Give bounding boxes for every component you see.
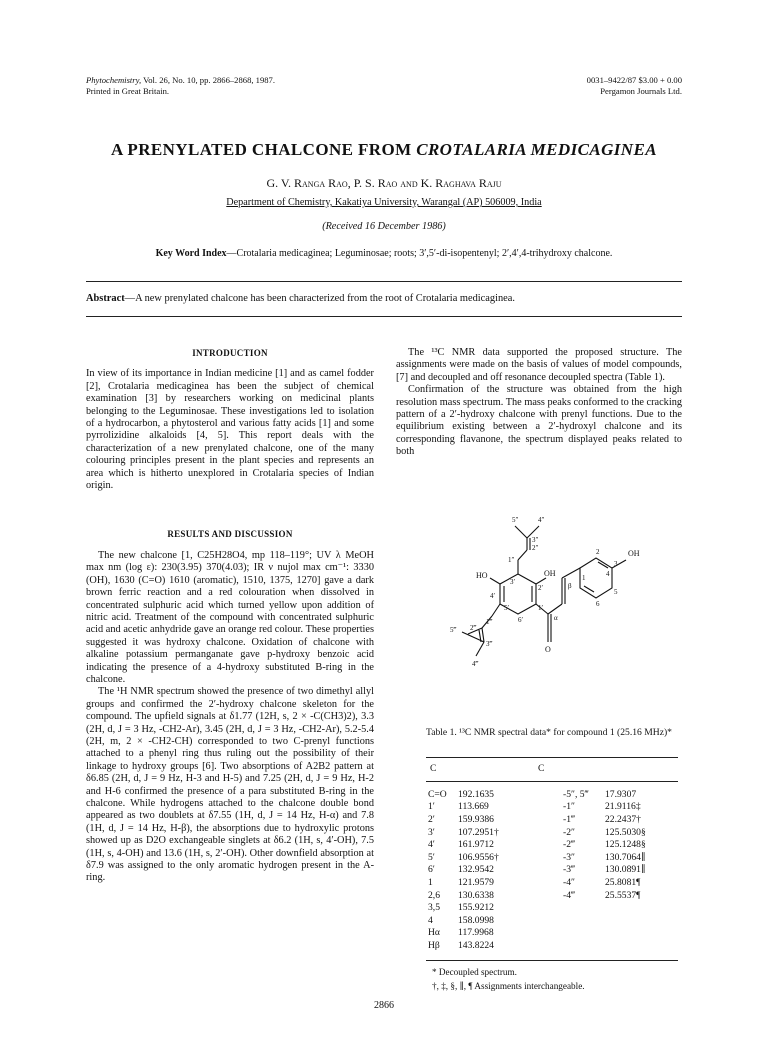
page-number: 2866 xyxy=(374,1000,394,1011)
shift-value: 25.5537¶ xyxy=(605,889,641,901)
right-column xyxy=(396,347,682,459)
label-6p: 6′ xyxy=(518,616,524,624)
price-header xyxy=(587,75,682,97)
shift-value: 130.6338 xyxy=(458,889,494,901)
shift-value: 125.5030§ xyxy=(605,826,646,838)
table-row xyxy=(428,826,528,839)
carbon-label: C=O xyxy=(428,788,447,800)
table-row xyxy=(428,864,528,877)
right-paragraph-1: The ¹³C NMR data supported the proposed structure. The assignments were made on the basis of values of model compounds, [7] and decoupled and off resonance decoupled spectra (Table 1). xyxy=(396,347,682,383)
table-caption-text: Table 1. ¹³C NMR spectral data* for compound 1 (25.16 MHz)* xyxy=(426,727,672,738)
carbon-label: 2,6 xyxy=(428,889,440,901)
label-3pp: 3″ xyxy=(532,536,539,544)
shift-value: 117.9968 xyxy=(458,927,494,939)
label-beta: β xyxy=(568,582,572,590)
carbon-label: -2‴ xyxy=(563,839,575,851)
label-carbonyl-o: O xyxy=(545,645,551,654)
shift-value: 106.9556† xyxy=(458,851,499,863)
keywords xyxy=(86,248,682,259)
shift-value: 25.8081¶ xyxy=(605,876,641,888)
results-paragraph-2: The ¹H NMR spectrum showed the presence of two dimethyl allyl groups and confirmed the 2′-hydroxy chalcone skeleton for the compound. The upfield signals at δ1.77 (12H, s, 2 × -C(CH3)2), 3.3 (2H, d, J = 3 Hz, -CH2-Ar), 3.45 (2H, d, J = 3 Hz, -CH2-Ar), 5.2-5.4 (2H, m, 2 × -CH2-CH) corresponded to two C-prenyl functions attached to a phenyl ring thus ruling out the possibility of their linkage to hydroxy groups [6]. Two absorptions of A2B2 pattern at δ6.85 (2H, d, J = 9 Hz, H-3 and H-5) and 7.25 (2H, d, J = 9 Hz, H-2 and H-6 confirmed the presence of a para substituted B-ring in the chalcone. While hydrogens attached to the chalcone double bond appeared as two doublets at δ7.55 (1H, d, J = 14 Hz, H-α) and 7.8 (1H, d, J = 14 Hz, H-β), the absorptions due to hydroxylic protons showed up as D2O exchangeable singlets at δ6.2 (1H, s, 4′-OH), 7.5 (1H, s, 4-OH) and 13.6 (1H, s, 2′-OH). Other downfield absorption at δ7.9 was assigned to the only aromatic hydrogen present in the A-ring. xyxy=(86,686,374,884)
table-row xyxy=(563,851,675,864)
carbon-label: 3,5 xyxy=(428,902,440,914)
keywords-text: —Crotalaria medicaginea; Leguminosae; roots; 3′,5′-di-isopentenyl; 2′,4′,4-trihydroxy chalcone. xyxy=(226,248,613,259)
shift-value: 121.9579 xyxy=(458,876,494,888)
label-5p: 5′ xyxy=(504,604,510,612)
intro-heading: INTRODUCTION xyxy=(192,348,268,358)
label-oh-b: OH xyxy=(628,549,640,558)
shift-value: 155.9212 xyxy=(458,902,494,914)
nmr-table-right xyxy=(563,788,675,901)
table-row xyxy=(563,788,675,801)
carbon-label: 4′ xyxy=(428,839,435,851)
table-row xyxy=(428,838,528,851)
table-row xyxy=(428,901,528,914)
table-rule-1 xyxy=(426,757,678,758)
right-paragraph-2: Confirmation of the structure was obtained from the high resolution mass spectrum. The mass peaks conformed to the cracking pattern of a 2′-hydroxy chalcone with prenyl functions. Due to the equilibrium existing between a 2′-hydroxyl chalcone and its corresponding flavanone, the spectrum displayed peaks related to both xyxy=(396,384,682,458)
label-b1: 1 xyxy=(582,574,586,582)
shift-value: 130.0891∥ xyxy=(605,864,646,876)
results-heading: RESULTS AND DISCUSSION xyxy=(167,529,293,540)
label-4pp: 4″ xyxy=(538,516,545,524)
rule-top xyxy=(86,281,682,282)
shift-value: 159.9386 xyxy=(458,813,494,825)
label-2pp: 2″ xyxy=(532,544,539,552)
table-row xyxy=(563,864,675,877)
intro-paragraph: In view of its importance in Indian medicine [1] and as camel fodder [2], Crotalaria medicaginea has been the subject of chemical examination [3] by researchers working on medicinal plants belonging to the Leguminosae. These investigations led to isolation of a hydrocarbon, a phytosterol and various fatty acids [1] and some pyrrolizidine alkaloids [4, 5]. This report deals with the characterization of a new prenylated chalcone, one of the many colouring principles present in the plant species and represents an area which is hitherto unexplored in Crotalaria species of Indian origin. xyxy=(86,368,374,492)
table-row xyxy=(428,813,528,826)
shift-value: 125.1248§ xyxy=(605,839,646,851)
carbon-label: -2″ xyxy=(563,826,575,838)
carbon-label: 5′ xyxy=(428,851,435,863)
label-1p: 1′ xyxy=(538,604,544,612)
shift-value: 158.0998 xyxy=(458,914,494,926)
table-rule-3 xyxy=(426,960,678,961)
table-head-right: C xyxy=(538,763,545,774)
journal-header xyxy=(86,75,275,97)
footnote-assignments: †, ‡, §, ∥, ¶ Assignments interchangeable. xyxy=(432,981,585,991)
carbon-label: 1 xyxy=(428,876,433,888)
label-alpha: α xyxy=(554,614,558,622)
label-3p: 3′ xyxy=(510,578,516,586)
authors: G. V. Ranga Rao, P. S. Rao and K. Raghava Raju xyxy=(266,176,502,190)
left-column xyxy=(86,347,374,885)
label-b3: 3 xyxy=(614,560,618,568)
label-ho: HO xyxy=(476,571,488,580)
shift-value: 161.9712 xyxy=(458,839,494,851)
table-head-left: C xyxy=(430,763,437,774)
label-1pp: 1″ xyxy=(508,556,515,564)
carbon-label: -3″ xyxy=(563,851,575,863)
shift-value: 22.2437† xyxy=(605,813,641,825)
table-row xyxy=(428,927,528,940)
table-row xyxy=(428,889,528,902)
journal-citation: Vol. 26, No. 10, pp. 2866–2868, 1987. xyxy=(143,75,275,85)
table-row xyxy=(563,826,675,839)
abstract-text: —A new prenylated chalcone has been characterized from the root of Crotalaria medicaginea. xyxy=(124,293,516,304)
shift-value: 17.9307 xyxy=(605,788,637,800)
label-2ppp: 2‴ xyxy=(470,624,477,632)
label-b2: 2 xyxy=(596,548,600,556)
carbon-label: -3‴ xyxy=(563,864,575,876)
label-4p: 4′ xyxy=(490,592,496,600)
table-row xyxy=(428,914,528,927)
carbon-label: Hβ xyxy=(428,939,440,951)
table-row xyxy=(563,889,675,902)
table-row xyxy=(563,876,675,889)
label-oh-a: OH xyxy=(544,569,556,578)
rule-bottom xyxy=(86,316,682,317)
table-caption xyxy=(426,727,676,739)
shift-value: 130.7064∥ xyxy=(605,851,646,863)
label-5pp: 5″ xyxy=(512,516,519,524)
price-code: 0031–9422/87 $3.00 + 0.00 xyxy=(586,75,682,85)
table-row xyxy=(428,851,528,864)
carbon-label: Hα xyxy=(428,927,440,939)
table-row xyxy=(563,838,675,851)
label-2p: 2′ xyxy=(538,584,544,592)
table-row xyxy=(428,801,528,814)
title-species: CROTALARIA MEDICAGINEA xyxy=(416,140,657,159)
shift-value: 192.1635 xyxy=(458,788,494,800)
label-3ppp: 3‴ xyxy=(486,640,493,648)
shift-value: 21.9116‡ xyxy=(605,801,641,813)
carbon-label: 4 xyxy=(428,914,433,926)
label-b5: 5 xyxy=(614,588,618,596)
shift-value: 132.9542 xyxy=(458,864,494,876)
journal-name: Phytochemistry, xyxy=(86,75,142,85)
chalcone-structure-diagram xyxy=(430,506,690,696)
carbon-label: 6′ xyxy=(428,864,435,876)
shift-value: 113.669 xyxy=(458,801,489,813)
label-4ppp: 4‴ xyxy=(472,660,479,668)
publisher: Pergamon Journals Ltd. xyxy=(600,86,682,96)
title-main: A PRENYLATED CHALCONE FROM xyxy=(111,140,412,159)
shift-value: 107.2951† xyxy=(458,826,499,838)
table-row xyxy=(428,939,528,952)
table-row xyxy=(428,876,528,889)
carbon-label: -5″, 5‴ xyxy=(563,788,589,800)
label-b4: 4 xyxy=(606,570,610,578)
carbon-label: -4″ xyxy=(563,876,575,888)
results-paragraph-1: The new chalcone [1, C25H28O4, mp 118–119°; UV λ MeOH max nm (log ε): 230(3.95) 370(4.03); IR ν nujol max cm⁻¹: 3330 (OH), 1630 (C=O) 1610 (aromatic), 1510, 1375, 1270] gave a dark brown ferric reaction and a red colouration when dissolved in concentrated sulphuric acid which turned yellow upon addition of nitric acid. Treatment of the compound with concentrated sulphuric acid and acetic anhydride gave an orange red colour. These properties suggested it was hydroxy chalcone. Oxidation of chalcone with alkaline potassium permanganate gave p-hydroxy benzoic acid indicating the presence of a 4-hydroxy substituted B-ring in the chalcone. xyxy=(86,549,374,685)
label-b6: 6 xyxy=(596,600,600,608)
carbon-label: -4‴ xyxy=(563,889,575,901)
keywords-label: Key Word Index xyxy=(155,248,227,259)
carbon-label: 2′ xyxy=(428,813,435,825)
received-date: (Received 16 December 1986) xyxy=(322,221,446,232)
table-rule-2 xyxy=(426,781,678,782)
affiliation: Department of Chemistry, Kakatiya University, Warangal (AP) 506009, India xyxy=(226,197,542,208)
label-5ppp: 5‴ xyxy=(450,626,457,634)
abstract-label: Abstract xyxy=(86,293,125,304)
carbon-label: 1′ xyxy=(428,801,435,813)
table-row xyxy=(563,801,675,814)
label-1ppp: 1‴ xyxy=(486,618,493,626)
table-row xyxy=(428,788,528,801)
table-row xyxy=(563,813,675,826)
carbon-label: 3′ xyxy=(428,826,435,838)
footnote-decoupled: * Decoupled spectrum. xyxy=(432,967,517,977)
printed-note: Printed in Great Britain. xyxy=(86,86,170,96)
carbon-label: -1″ xyxy=(563,801,575,813)
paper-title xyxy=(0,140,768,160)
shift-value: 143.8224 xyxy=(458,939,494,951)
nmr-table-left xyxy=(428,788,528,952)
carbon-label: -1‴ xyxy=(563,813,575,825)
abstract xyxy=(86,293,682,304)
